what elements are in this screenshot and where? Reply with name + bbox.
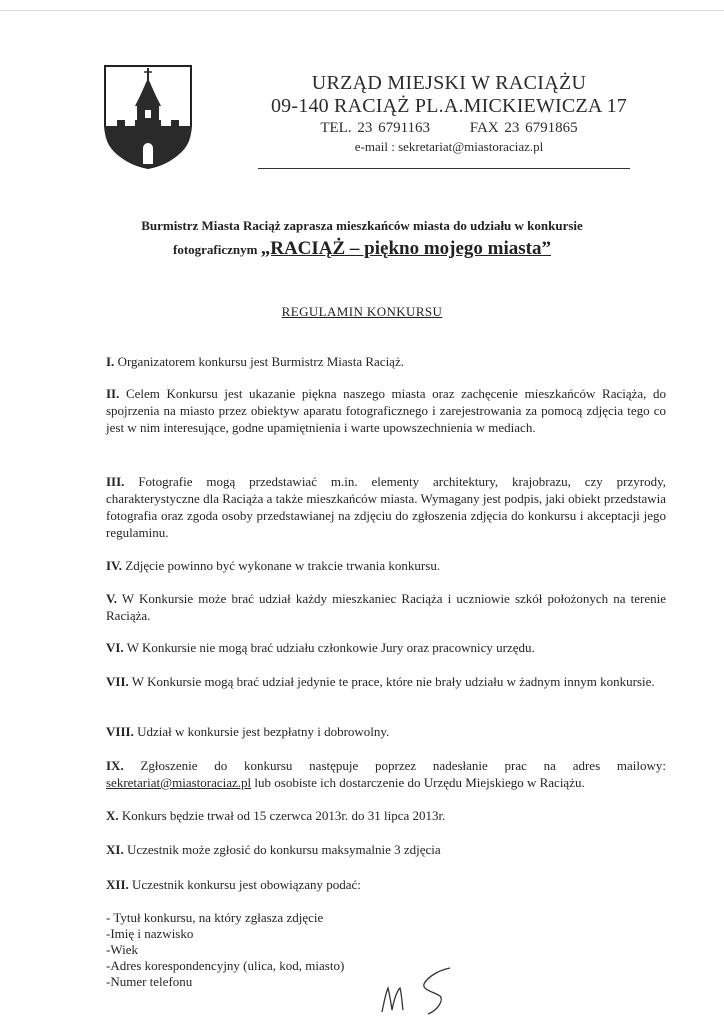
list-item: - Tytuł konkursu, na który zgłasza zdjęcie	[106, 910, 324, 925]
rule-paragraph: IV. Zdjęcie powinno być wykonane w trakcie trwania konkursu.	[106, 558, 441, 573]
rule-paragraph: XI. Uczestnik może zgłosić do konkursu maksymalnie 3 zdjęcia	[106, 842, 441, 857]
contact-email: e-mail : sekretariat@miastoraciaz.pl	[354, 139, 544, 154]
rule-paragraph: V. W Konkursie może brać udział każdy mieszkaniec Raciąża i uczniowie szkół położonych na terenie Raciąża.	[106, 591, 667, 623]
office-name: URZĄD MIEJSKI W RACIĄŻU	[311, 72, 587, 94]
rule-paragraph: IX. Zgłoszenie do konkursu następuje poprzez nadesłanie prac na adres mailowy: sekretariat@miastoraciaz.pl lub osobiste ich dostarczenie do Urzędu Miejskiego w Raciążu.	[106, 758, 666, 790]
handwritten-initials	[378, 962, 458, 1017]
list-item: -Numer telefonu	[106, 974, 193, 989]
contact-phones	[258, 120, 640, 137]
rule-paragraph: X. Konkurs będzie trwał od 15 czerwca 2013r. do 31 lipca 2013r.	[106, 808, 446, 823]
list-item: -Imię i nazwisko	[106, 926, 194, 941]
invitation-contest-line	[0, 238, 724, 260]
contest-name: „RACIĄŻ – piękno mojego miasta”	[260, 238, 551, 259]
rule-paragraph: I. Organizatorem konkursu jest Burmistrz Miasta Raciąż.	[106, 354, 404, 369]
coat-of-arms-emblem	[103, 64, 193, 170]
regulations-title: REGULAMIN KONKURSU	[281, 304, 443, 319]
list-item: -Wiek	[106, 942, 138, 957]
rule-paragraph: III. Fotografie mogą przedstawiać m.in. elementy architektury, krajobrazu, czy przyrody, charakterystyczne dla Raciąża a także mieszkańców miasta. Wymagany jest podpis, jaki obiekt przedstawia fotografia oraz zgoda osoby przedstawianej na zdjęciu do zgłoszenia zdjęcia do konkursu i akceptacji jego regulaminu.	[106, 474, 667, 540]
required-data-list	[106, 910, 344, 990]
email-link[interactable]: sekretariat@miastoraciaz.pl	[106, 775, 252, 790]
phone-number: TEL. 23 6791163	[320, 120, 431, 136]
fax-number: FAX 23 6791865	[469, 120, 578, 136]
office-address: 09-140 RACIĄŻ PL.A.MICKIEWICZA 17	[270, 95, 628, 117]
rule-paragraph: II. Celem Konkursu jest ukazanie piękna naszego miasta oraz zachęcenie mieszkańców Raciąża, do spojrzenia na miasto przez obiektyw aparatu fotograficznego i zarejestrowania za pomocą zdjęcia tego co jest w nim interesujące, godne upamiętnienia i warte upowszechnienia w mediach.	[106, 386, 667, 435]
header-divider	[258, 168, 630, 169]
rule-paragraph: VI. W Konkursie nie mogą brać udziału członkowie Jury oraz pracownicy urzędu.	[106, 640, 535, 655]
rule-paragraph: VIII. Udział w konkursie jest bezpłatny i dobrowolny.	[106, 724, 390, 739]
invitation-prefix: fotograficznym	[173, 242, 258, 257]
rule-paragraph: XII. Uczestnik konkursu jest obowiązany podać:	[106, 877, 361, 892]
top-border-line	[0, 10, 724, 11]
invitation-line: Burmistrz Miasta Raciąż zaprasza mieszkańców miasta do udziału w konkursie	[141, 218, 583, 233]
list-item: -Adres korespondencyjny (ulica, kod, miasto)	[106, 958, 345, 973]
rule-paragraph: VII. W Konkursie mogą brać udział jedynie te prace, które nie brały udziału w żadnym innym konkursie.	[106, 674, 655, 689]
